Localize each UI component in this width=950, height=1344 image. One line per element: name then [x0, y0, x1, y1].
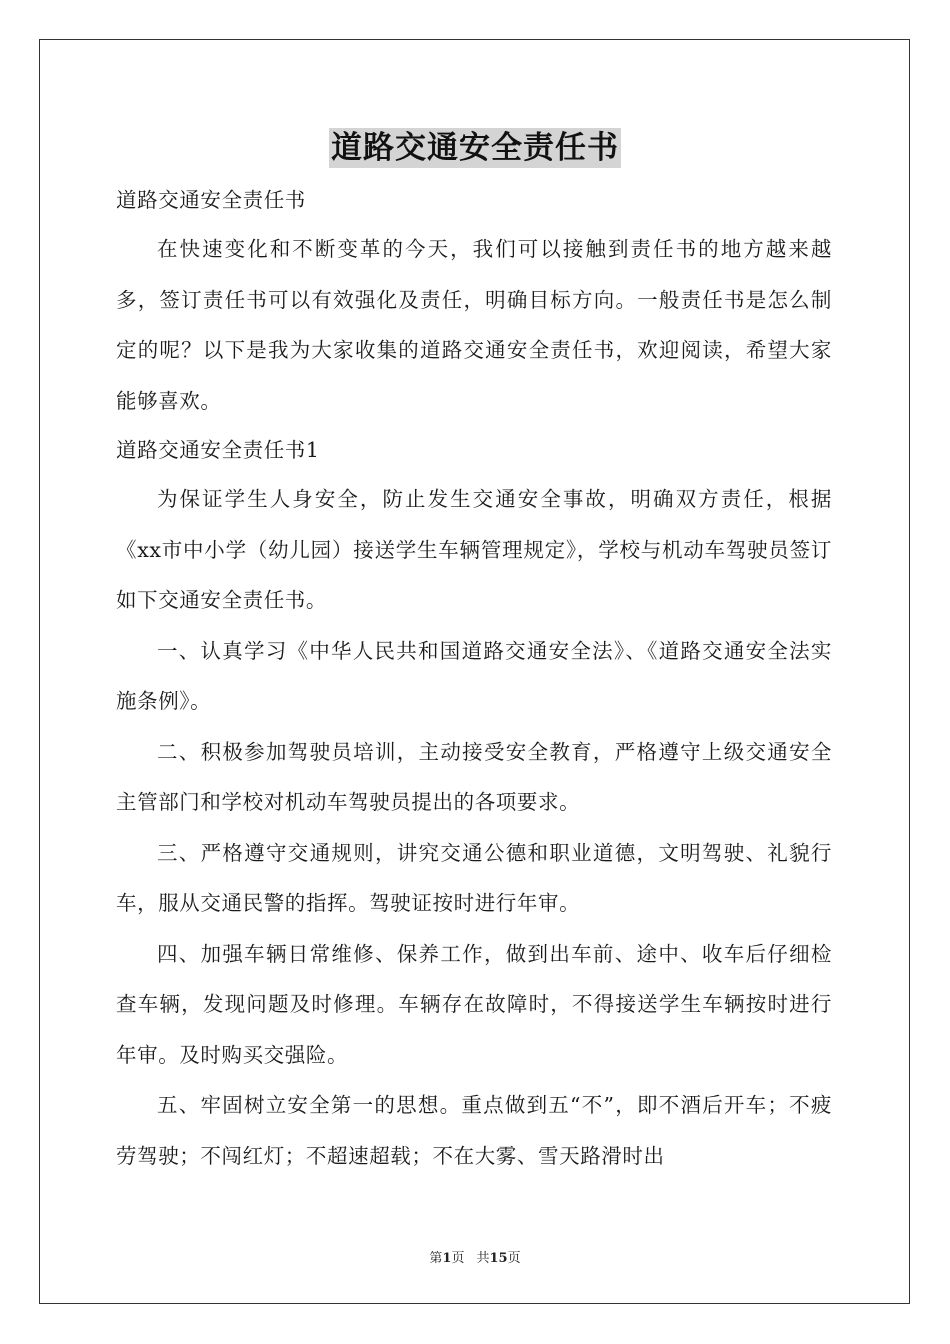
section-heading: 道路交通安全责任书 [116, 188, 306, 212]
section-heading: 道路交通安全责任书1 [116, 438, 320, 462]
document-body [116, 176, 832, 1181]
title-wrapper [0, 128, 950, 168]
paragraph: 三、严格遵守交通规则，讲究交通公德和职业道德，文明驾驶、礼貌行车，服从交通民警的指挥。驾驶证按时进行年审。 [116, 840, 832, 915]
paragraph: 为保证学生人身安全，防止发生交通安全事故，明确双方责任，根据《xx市中小学（幼儿园）接送学生车辆管理规定》，学校与机动车驾驶员签订如下交通安全责任书。 [116, 487, 832, 612]
page-suffix: 页 [451, 1251, 465, 1266]
total-suffix: 页 [507, 1251, 521, 1266]
page-number: 1 [442, 1251, 452, 1266]
document-title: 道路交通安全责任书 [331, 130, 619, 166]
paragraph: 二、积极参加驾驶员培训，主动接受安全教育，严格遵守上级交通安全主管部门和学校对机动车驾驶员提出的各项要求。 [116, 739, 832, 814]
total-prefix: 共 [476, 1251, 490, 1266]
paragraph: 五、牢固树立安全第一的思想。重点做到五“不”，即不酒后开车；不疲劳驾驶；不闯红灯；不超速超载；不在大雾、雪天路滑时出 [116, 1093, 832, 1168]
paragraph: 在快速变化和不断变革的今天，我们可以接触到责任书的地方越来越多，签订责任书可以有效强化及责任，明确目标方向。一般责任书是怎么制定的呢？以下是我为大家收集的道路交通安全责任书，欢迎阅读，希望大家能够喜欢。 [116, 237, 832, 413]
page-footer [0, 1247, 950, 1266]
page-prefix: 第 [429, 1251, 443, 1266]
total-pages: 15 [489, 1251, 508, 1266]
paragraph: 一、认真学习《中华人民共和国道路交通安全法》、《道路交通安全法实施条例》。 [116, 638, 832, 713]
paragraph: 四、加强车辆日常维修、保养工作，做到出车前、途中、收车后仔细检查车辆，发现问题及时修理。车辆存在故障时，不得接送学生车辆按时进行年审。及时购买交强险。 [116, 941, 832, 1067]
